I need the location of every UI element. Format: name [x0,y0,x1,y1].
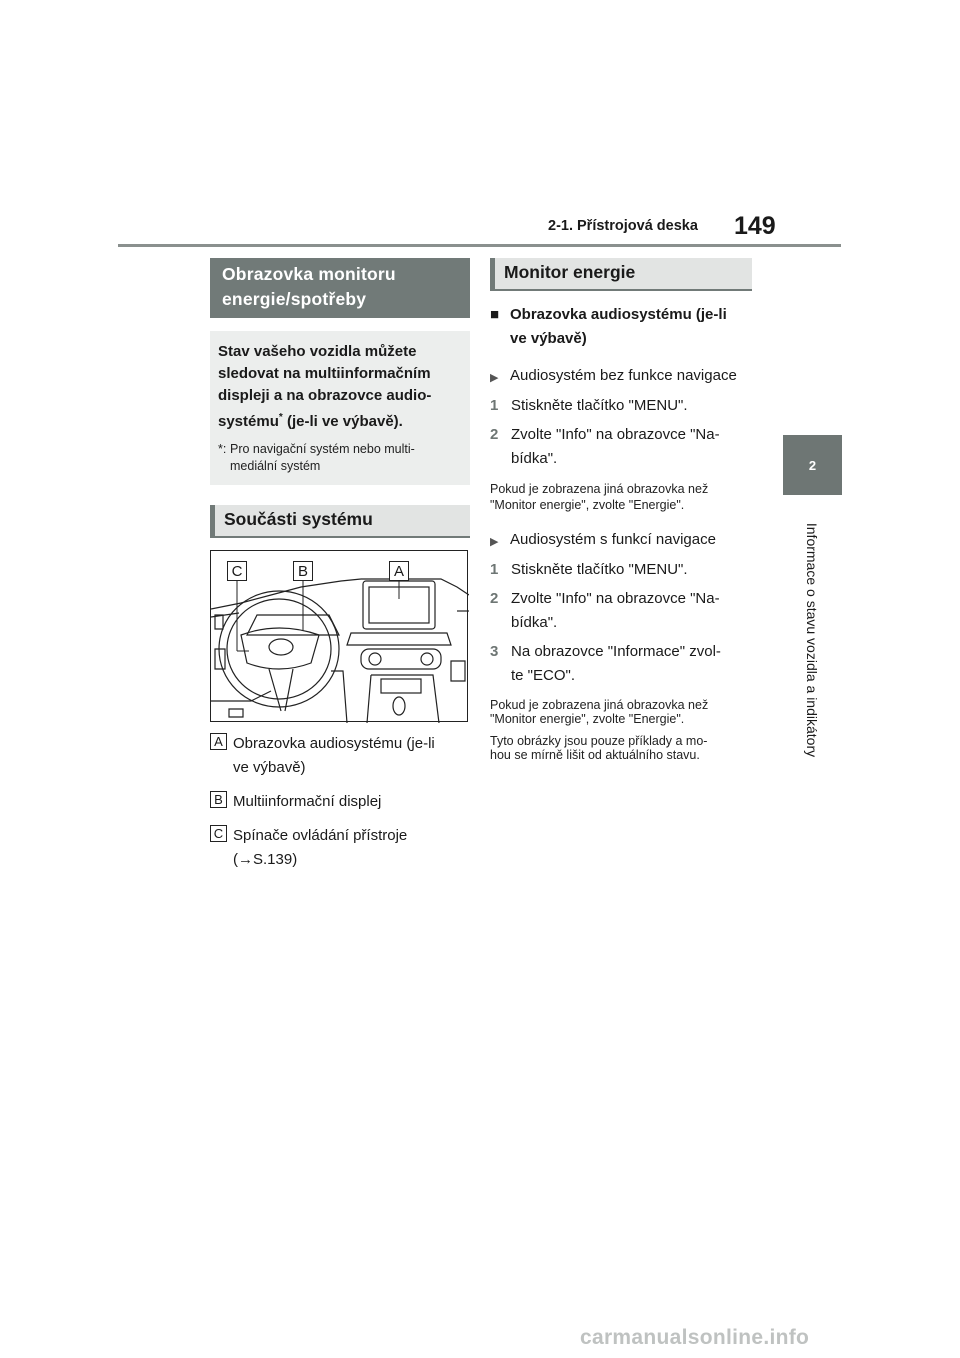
note-line: Pokud je zobrazena jiná obrazovka než [490,698,709,712]
sub-heading [490,303,752,351]
note-line: "Monitor energie", zvolte "Energie". [490,498,685,512]
note-line: Pokud je zobrazena jiná obrazovka než [490,482,709,496]
footnote-text [230,441,415,475]
chapter-tab: 2 [783,435,842,495]
step [490,587,752,635]
step-line: Zvolte "Info" na obrazovce "Na- [511,426,720,443]
step-number: 1 [490,561,499,578]
legend-item-b [210,790,470,814]
step-text [511,640,721,688]
intro-line [218,407,458,433]
step-number: 2 [490,426,499,443]
left-column [210,258,470,882]
intro-box [210,331,470,485]
intro-line: Stav vašeho vozidla můžete [218,343,417,360]
footnote-line: mediální systém [230,459,321,473]
legend-text: Multiinformační displej [233,793,382,810]
footnote [218,441,458,475]
section-header: 2-1. Přístrojová deska [548,218,698,234]
note [490,481,752,513]
page-reference-link[interactable]: (→S.139) [233,851,298,868]
step-number: 3 [490,643,499,660]
legend-item-c [210,824,470,872]
step-line: te "ECO". [511,667,575,684]
step-text [511,587,720,635]
note-line: hou se mírně lišit od aktuálního stavu. [490,748,700,762]
step [490,423,752,471]
bullet-no-navigation [490,365,752,389]
page-number: 149 [734,212,776,240]
chapter-title-vertical [783,505,842,775]
triangle-bullet-icon: ▶ [490,372,499,384]
sub-heading-text [510,303,727,351]
step [490,394,752,418]
sub-heading-line: ve výbavě) [510,330,587,347]
bullet-text: Audiosystém s funkcí navigace [510,531,716,548]
callout-b: B [293,561,313,581]
step [490,640,752,688]
intro-text: systému [218,413,279,430]
intro-line: displeji a na obrazovce audio- [218,387,432,404]
callout-a: A [389,561,409,581]
footnote-ref: * [278,412,283,423]
parts-legend [210,732,470,872]
dashboard-illustration [210,550,468,722]
legend-key: A [210,733,227,750]
triangle-bullet-icon: ▶ [490,536,499,548]
step-text [511,423,720,471]
footnote-line: Pro navigační systém nebo multi- [230,442,415,456]
section-title-energy-screen: Obrazovka monitoru energie/spotřeby [210,258,470,318]
step-number: 2 [490,590,499,607]
step-line: bídka". [511,450,558,467]
step-text: Stiskněte tlačítko "MENU". [511,397,688,414]
legend-line: Spínače ovládání přístroje [233,827,408,844]
note-line: "Monitor energie", zvolte "Energie". [490,712,685,726]
note-line: Tyto obrázky jsou pouze příklady a mo- [490,734,708,748]
intro-text: (je-li ve výbavě). [282,413,403,430]
step-number: 1 [490,397,499,414]
note [490,698,752,726]
step-line: Na obrazovce "Informace" zvol- [511,643,721,660]
section-title-energy-monitor: Monitor energie [490,258,752,291]
dashboard-drawing [211,551,469,723]
bullet-with-navigation [490,529,752,553]
footnote-mark: *: [218,442,227,456]
intro-line: sledovat na multiinformačním [218,365,431,382]
legend-line: Obrazovka audiosystému (je-li [233,735,435,752]
step [490,558,752,582]
step-text: Stiskněte tlačítko "MENU". [511,561,688,578]
legend-line: ve výbavě) [233,759,306,776]
disclaimer-note [490,734,752,762]
step-line: bídka". [511,614,558,631]
watermark: carmanualsonline.info [580,1326,810,1349]
section-title-system-parts: Součásti systému [210,505,470,538]
legend-key: B [210,791,227,808]
chapter-title-text: Informace o stavu vozidla a indikátory [804,522,821,758]
callout-c: C [227,561,247,581]
legend-key: C [210,825,227,842]
sub-heading-line: Obrazovka audiosystému (je-li [510,306,727,323]
legend-item-a [210,732,470,780]
right-column [490,258,752,762]
square-bullet-icon: ■ [490,306,500,323]
step-line: Zvolte "Info" na obrazovce "Na- [511,590,720,607]
bullet-text: Audiosystém bez funkce navigace [510,367,737,384]
legend-text [233,824,407,872]
header-divider [118,244,841,247]
legend-text [233,732,435,780]
